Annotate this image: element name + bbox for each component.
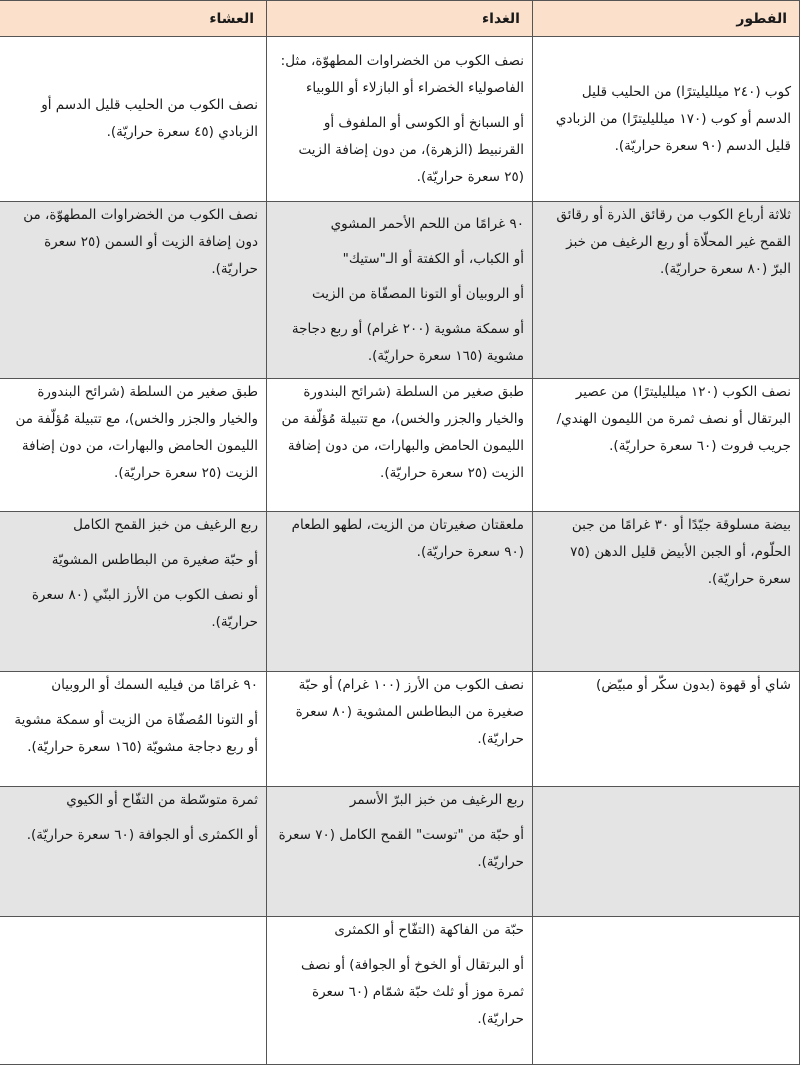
dinner-cell: ربع الرغيف من خبز القمح الكامل أو حبّة صغيرة من البطاطس المشويّة أو نصف الكوب من الأرز البنّي (٨٠ سعرة حراريّة).	[0, 512, 267, 672]
header-breakfast: الفطور	[533, 1, 800, 37]
table-row	[0, 672, 800, 787]
table-row	[0, 512, 800, 672]
dinner-cell	[0, 917, 267, 1065]
breakfast-cell	[533, 787, 800, 917]
dinner-cell: نصف الكوب من الحليب قليل الدسم أو الزبادي (٤٥ سعرة حراريّة).	[0, 37, 267, 202]
lunch-cell: ٩٠ غرامًا من اللحم الأحمر المشوي أو الكباب، أو الكفتة أو الـ"ستيك" أو الروبيان أو التونا المصفّاة من الزيت أو سمكة مشوية (٢٠٠ غرام) أو ربع دجاجة مشوية (١٦٥ سعرة حراريّة).	[267, 202, 533, 379]
lunch-cell: ملعقتان صغيرتان من الزيت، لطهو الطعام (٩٠ سعرة حراريّة).	[267, 512, 533, 672]
dinner-cell: نصف الكوب من الخضراوات المطهوّة، من دون إضافة الزيت أو السمن (٢٥ سعرة حراريّة).	[0, 202, 267, 379]
table-row	[0, 917, 800, 1065]
breakfast-cell: شاي أو قهوة (بدون سكّر أو مبيّض)	[533, 672, 800, 787]
header-dinner: العشاء	[0, 1, 267, 37]
lunch-cell: ربع الرغيف من خبز البرّ الأسمر أو حبّة من "توست" القمح الكامل (٧٠ سعرة حراريّة).	[267, 787, 533, 917]
table-row	[0, 787, 800, 917]
breakfast-cell: كوب (٢٤٠ ميلليليترًا) من الحليب قليل الدسم أو كوب (١٧٠ ميلليليترًا) من الزبادي قليل الدسم (٩٠ سعرة حراريّة).	[533, 37, 800, 202]
lunch-cell: نصف الكوب من الأرز (١٠٠ غرام) أو حبّة صغيرة من البطاطس المشوية (٨٠ سعرة حراريّة).	[267, 672, 533, 787]
dinner-cell: ثمرة متوسّطة من التفّاح أو الكيوي أو الكمثرى أو الجوافة (٦٠ سعرة حراريّة).	[0, 787, 267, 917]
breakfast-cell	[533, 917, 800, 1065]
table-row	[0, 202, 800, 379]
header-row	[0, 1, 800, 37]
breakfast-cell: بيضة مسلوقة جيّدًا أو ٣٠ غرامًا من جبن الحلّوم، أو الجبن الأبيض قليل الدهن (٧٥ سعرة حراريّة).	[533, 512, 800, 672]
lunch-cell: نصف الكوب من الخضراوات المطهوّة، مثل: الفاصولياء الخضراء أو البازلاء أو اللوبياء أو السبانخ أو الكوسى أو الملفوف أو القرنبيط (الزهرة)، من دون إضافة الزيت (٢٥ سعرة حراريّة).	[267, 37, 533, 202]
dinner-cell: طبق صغير من السلطة (شرائح البندورة والخيار والجزر والخس)، مع تتبيلة مُؤلّفة من الليمون الحامض والبهارات، من دون إضافة الزيت (٢٥ سعرة حراريّة).	[0, 379, 267, 512]
lunch-cell: طبق صغير من السلطة (شرائح البندورة والخيار والجزر والخس)، مع تتبيلة مُؤلّفة من الليمون الحامض والبهارات، من دون إضافة الزيت (٢٥ سعرة حراريّة).	[267, 379, 533, 512]
table-row	[0, 379, 800, 512]
table-row	[0, 37, 800, 202]
dinner-cell: ٩٠ غرامًا من فيليه السمك أو الروبيان أو التونا المُصفّاة من الزيت أو سمكة مشوية أو ربع دجاجة مشويّة (١٦٥ سعرة حراريّة).	[0, 672, 267, 787]
breakfast-cell: نصف الكوب (١٢٠ ميلليليترًا) من عصير البرتقال أو نصف ثمرة من الليمون الهندي/جريب فروت (٦٠ سعرة حراريّة).	[533, 379, 800, 512]
header-lunch: الغداء	[267, 1, 533, 37]
breakfast-cell: ثلاثة أرباع الكوب من رقائق الذرة أو رقائق القمح غير المحلّاة أو ربع الرغيف من خبز البرّ (٨٠ سعرة حراريّة).	[533, 202, 800, 379]
lunch-cell: حبّة من الفاكهة (التفّاح أو الكمثرى أو البرتقال أو الخوخ أو الجوافة) أو نصف ثمرة موز أو ثلث حبّة شمّام (٦٠ سعرة حراريّة).	[267, 917, 533, 1065]
